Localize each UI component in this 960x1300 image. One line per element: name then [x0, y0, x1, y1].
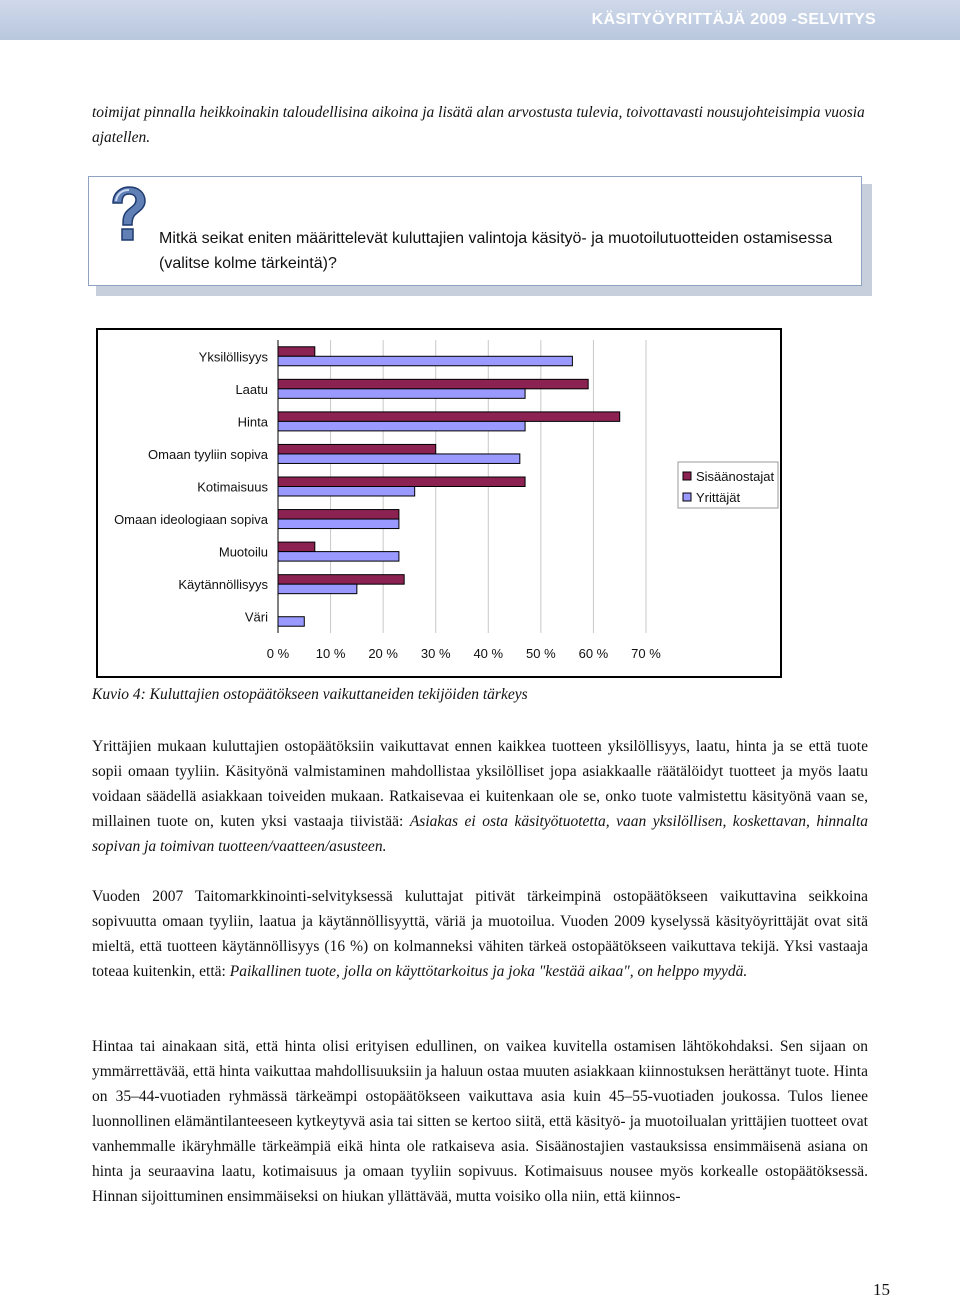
y-category-label: Kotimaisuus: [197, 479, 268, 495]
y-category-label: Hinta: [237, 414, 268, 430]
question-text: Mitkä seikat eniten määrittelevät kuluttajien valintoja käsityö- ja muotoilutuotteiden ostamisessa (valitse kolme tärkeintä)?: [159, 230, 833, 272]
bar-sisaanostajat: [278, 412, 620, 422]
y-category-label: Laatu: [235, 381, 268, 397]
bar-sisaanostajat: [278, 347, 315, 357]
paragraph-3: Hintaa tai ainakaan sitä, että hinta olisi erityisen edullinen, on vaikea kuvitella ostamisen lähtökohdaksi. Sen sijaan on ymmärrettävää, että hinta vaikuttaa mahdollisuuksiin ja haluun ostaa muuten asiakkaan kiinnostuksen herättänyt tuote. Hinta on 35–44-vuotiaden ryhmässä tärkeämpi ostopäätökseen vaikuttava asia kuin 45–55-vuotiaden joukossa. Tulos lienee luonnollinen elämäntilanteeseen kytkeytyvä asia tai sitten se kertoo siitä, että käsityö- ja muotoilualan yrittäjien tuotteet ovat vanhemmalle ikäryhmälle tärkeämpiä eikä hinta ole ratkaiseva asia. Sisäänostajien vastauksissa ensimmäisenä asiana on hinta ja seuraavina laatu, kotimaisuus ja omaan tyyliin sopivuus. Kotimaisuus nousee myös korkealle ostopäätöksessä. Hinnan sijoittuminen ensimmäiseksi on hiukan yllättävää, mutta voisiko olla niin, että kiinnos-: [92, 1038, 868, 1205]
figure-caption: Kuvio 4: Kuluttajien ostopäätökseen vaikuttaneiden tekijöiden tärkeys: [92, 686, 528, 703]
legend-swatch: [683, 493, 691, 501]
bar-yrittajat: [278, 519, 399, 529]
bar-yrittajat: [278, 356, 572, 366]
x-tick-label: 60 %: [578, 646, 609, 661]
paragraph-1-text: Yrittäjien mukaan kuluttajien ostopäätöksiin vaikuttavat ennen kaikkea tuotteen yksilöllisyys, laatu, hinta ja se että tuote sopii omaan tyyliin. Käsityönä valmistaminen mahdollistaa yksilölliset jopa asiakkaalle räätälöidyt tuotteet ja myös laatu voidaan säädellä asiakkaan toiveiden mukaan. Ratkaisevaa ei kuitenkaan ole se, onko tuote valmistettu käsityönä vaan se, millainen tuote on, kuten yksi vastaaja tiivistää:: [92, 738, 868, 830]
bar-yrittajat: [278, 487, 415, 497]
legend-swatch: [683, 472, 691, 480]
y-category-label: Käytännöllisyys: [178, 577, 268, 593]
x-tick-label: 50 %: [526, 646, 556, 661]
header-title: KÄSITYÖYRITTÄJÄ 2009 -SELVITYS: [591, 11, 876, 28]
paragraph-1: [92, 734, 868, 859]
y-category-label: Omaan tyyliin sopiva: [148, 446, 268, 462]
legend-label: Sisäänostajat: [696, 469, 775, 484]
x-tick-label: 40 %: [473, 646, 504, 661]
paragraph-2: [92, 884, 868, 984]
bar-sisaanostajat: [278, 510, 399, 520]
y-category-label: Omaan ideologiaan sopiva: [114, 512, 268, 528]
paragraph-2-text: Vuoden 2007 Taitomarkkinointi-selvityksessä kuluttajat pitivät tärkeimpinä ostopäätökseen vaikuttavina seikkoina sopivuutta omaan tyyliin, laatua ja käytännöllisyyttä, väriä ja muotoilua. Vuoden 2009 kyselyssä käsityöyrittäjät ovat sitä mieltä, että tuotteen käytännöllisyys (16 %) on kolmanneksi vähiten tärkeä ostopäätökseen vaikuttava tekijä. Yksi vastaaja toteaa kuitenkin, että:: [92, 888, 868, 980]
x-tick-label: 0 %: [266, 646, 290, 661]
x-tick-label: 10 %: [315, 646, 346, 661]
bar-sisaanostajat: [278, 477, 525, 487]
bar-yrittajat: [278, 454, 520, 464]
question-box: [88, 176, 862, 286]
question-mark-icon: [107, 185, 149, 245]
bar-chart: [96, 328, 782, 678]
bar-sisaanostajat: [278, 542, 315, 552]
header-bar: [0, 0, 960, 40]
x-tick-label: 70 %: [631, 646, 661, 661]
y-category-label: Yksilöllisyys: [198, 349, 268, 365]
bar-sisaanostajat: [278, 575, 404, 585]
bar-yrittajat: [278, 552, 399, 562]
bar-yrittajat: [278, 421, 525, 431]
bar-sisaanostajat: [278, 379, 588, 389]
y-category-label: Muotoilu: [218, 544, 268, 560]
x-tick-label: 20 %: [368, 646, 398, 661]
bar-yrittajat: [278, 584, 357, 594]
paragraph-2-quote: Paikallinen tuote, jolla on käyttötarkoitus ja joka "kestää aikaa", on helppo myydä.: [229, 963, 748, 980]
x-tick-label: 30 %: [420, 646, 451, 661]
legend-label: Yrittäjät: [696, 490, 741, 505]
y-category-label: Väri: [244, 609, 268, 625]
page-number: 15: [873, 1280, 890, 1299]
bar-yrittajat: [278, 617, 304, 627]
bar-sisaanostajat: [278, 444, 436, 454]
bar-yrittajat: [278, 389, 525, 398]
paragraph-1-quote: Asiakas ei osta käsityötuotetta, vaan yksilöllisen, koskettavan, hinnalta sopivan ja toimivan tuotteen/vaatteen/asusteen.: [92, 813, 868, 855]
intro-text: toimijat pinnalla heikkoinakin taloudellisina aikoina ja lisätä alan arvostusta tulevia, toivottavasti nousujohteisimpia vuosia ajatellen.: [92, 104, 865, 146]
